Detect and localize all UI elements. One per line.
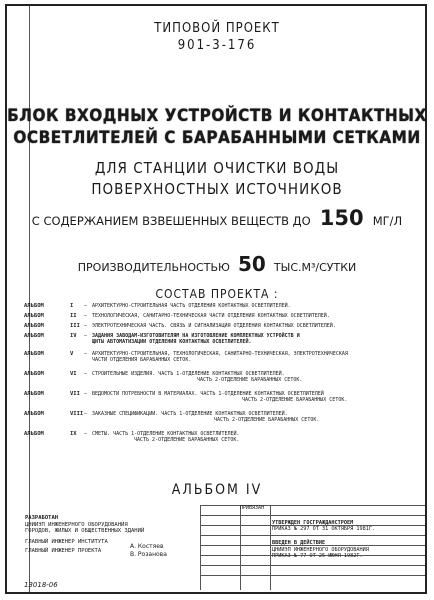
- approval-line-3: ВВЕДЕН В ДЕЙСТВИЕ: [272, 540, 326, 547]
- approval-line-4: ЦНИИЭП ИНЖЕНЕРНОГО ОБОРУДОВАНИЯ: [272, 546, 369, 553]
- album-description: ЧАСТЬ 2-ОТДЕЛЕНИЕ БАРАБАННЫХ СЕТОК.: [134, 437, 240, 444]
- document-code: 13018-06: [24, 581, 58, 589]
- project-type-label: ТИПОВОЙ ПРОЕКТ: [154, 21, 280, 36]
- album-list: [24, 303, 424, 451]
- album-description: АРХИТЕКТУРНО-СТРОИТЕЛЬНАЯ, ТЕХНОЛОГИЧЕСКАЯ, САНИТАРНО-ТЕХНИЧЕСКАЯ, ЭЛЕКТРОТЕХНИЧЕСКАЯ: [92, 351, 348, 357]
- album-item: АЛЬБОМ II – ТЕХНОЛОГИЧЕСКАЯ, САНИТАРНО-ТЕХНИЧЕСКАЯ ЧАСТИ ОТДЕЛЕНИЯ КОНТАКТНЫХ ОСВЕТЛИТЕЛЕЙ.: [24, 313, 424, 323]
- chief-engineer-institute: ГЛАВНЫЙ ИНЖЕНЕР ИНСТИТУТА: [25, 538, 108, 545]
- album-description: ЧАСТЬ 2-ОТДЕЛЕНИЕ БАРАБАННЫХ СЕТОК.: [214, 417, 320, 424]
- album-item: АЛЬБОМ V – АРХИТЕКТУРНО-СТРОИТЕЛЬНАЯ, ТЕХНОЛОГИЧЕСКАЯ, САНИТАРНО-ТЕХНИЧЕСКАЯ, ЭЛЕКТРОТЕХНИЧЕСКАЯ ЧАСТИ ОТДЕЛЕНИЯ БАРАБАННЫХ СЕТОК.: [24, 351, 424, 371]
- album-item: АЛЬБОМ IV – ЗАДАНИЯ ЗАВОДАМ-ИЗГОТОВИТЕЛЯМ НА ИЗГОТОВЛЕНИЕ КОМПЛЕКТНЫХ УСТРОЙСТВ И ЩИТЫ АВТОМАТИЗАЦИИ ОТДЕЛЕНИЯ КОНТАКТНЫХ ОСВЕТЛИТЕЛЕЙ.: [24, 333, 424, 351]
- album-description: ТЕХНОЛОГИЧЕСКАЯ, САНИТАРНО-ТЕХНИЧЕСКАЯ ЧАСТИ ОТДЕЛЕНИЯ КОНТАКТНЫХ ОСВЕТЛИТЕЛЕЙ.: [92, 313, 330, 319]
- album-label: АЛЬБОМ: [24, 323, 44, 329]
- album-description: СТРОИТЕЛЬНЫЕ ИЗДЕЛИЯ. ЧАСТЬ 1-ОТДЕЛЕНИЕ КОНТАКТНЫХ ОСВЕТЛИТЕЛЕЙ.: [92, 371, 285, 377]
- signature-name-1: А. Костяев: [130, 543, 164, 550]
- suspended-solids-unit: МГ/Л: [372, 214, 403, 228]
- capacity-value: 50: [237, 252, 266, 276]
- title-line-3: ДЛЯ СТАНЦИИ ОЧИСТКИ ВОДЫ: [94, 159, 340, 177]
- developer-heading: РАЗРАБОТАН: [25, 515, 59, 521]
- chief-engineer-project: ГЛАВНЫЙ ИНЖЕНЕР ПРОЕКТА: [25, 548, 102, 554]
- album-description: ЗАКАЗНЫЕ СПЕЦИФИКАЦИИ. ЧАСТЬ 1-ОТДЕЛЕНИЕ КОНТАКТНЫХ ОСВЕТЛИТЕЛЕЙ.: [92, 411, 288, 417]
- album-number: III: [70, 323, 80, 329]
- album-description: ВЕДОМОСТИ ПОТРЕБНОСТИ В МАТЕРИАЛАХ. ЧАСТЬ 1-ОТДЕЛЕНИЕ КОНТАКТНЫХ ОСВЕТЛИТЕЛЕЙ: [92, 391, 324, 397]
- signature-name-2: В. Розанова: [130, 551, 167, 558]
- approval-line-5: ПРИКАЗ № 77 ОТ 25 ИЮНЯ 1982Г.: [272, 552, 363, 559]
- album-label: АЛЬБОМ: [24, 431, 44, 437]
- suspended-solids-line: [0, 206, 434, 230]
- album-label: АЛЬБОМ: [24, 313, 44, 319]
- album-label: АЛЬБОМ: [24, 411, 44, 417]
- album-item: АЛЬБОМ I – АРХИТЕКТУРНО-СТРОИТЕЛЬНАЯ ЧАСТЬ ОТДЕЛЕНИЯ КОНТАКТНЫХ ОСВЕТЛИТЕЛЕЙ.: [24, 303, 424, 313]
- album-number: IV: [70, 333, 77, 339]
- album-item: АЛЬБОМ VIII – ЗАКАЗНЫЕ СПЕЦИФИКАЦИИ. ЧАСТЬ 1-ОТДЕЛЕНИЕ КОНТАКТНЫХ ОСВЕТЛИТЕЛЕЙ. ЧАСТЬ 2-ОТДЕЛЕНИЕ БАРАБАННЫХ СЕТОК.: [24, 411, 424, 431]
- album-description: СМЕТЫ. ЧАСТЬ 1-ОТДЕЛЕНИЕ КОНТАКТНЫХ ОСВЕТЛИТЕЛЕЙ.: [92, 431, 240, 437]
- album-label: АЛЬБОМ: [24, 391, 44, 397]
- capacity-prefix: ПРОИЗВОДИТЕЛЬНОСТЬЮ: [77, 261, 230, 274]
- approval-block: [272, 520, 375, 559]
- album-item: АЛЬБОМ III – ЭЛЕКТРОТЕХНИЧЕСКАЯ ЧАСТЬ. СВЯЗЬ И СИГНАЛИЗАЦИЯ ОТДЕЛЕНИЯ КОНТАКТНЫХ ОСВЕТЛИТЕЛЕЙ.: [24, 323, 424, 333]
- title-line-2: ОСВЕТЛИТЕЛЕЙ С БАРАБАННЫМИ СЕТКАМИ: [13, 128, 421, 148]
- album-item: АЛЬБОМ VII – ВЕДОМОСТИ ПОТРЕБНОСТИ В МАТЕРИАЛАХ. ЧАСТЬ 1-ОТДЕЛЕНИЕ КОНТАКТНЫХ ОСВЕТЛИТЕЛЕЙ ЧАСТЬ 2-ОТДЕЛЕНИЕ БАРАБАННЫХ СЕТОК.: [24, 391, 424, 411]
- inventory-label: ПРИВЯЗАН: [240, 505, 265, 511]
- album-label: АЛЬБОМ: [24, 371, 44, 377]
- album-label: АЛЬБОМ: [24, 303, 44, 309]
- album-number: II: [70, 313, 77, 319]
- album-description: ЧАСТИ ОТДЕЛЕНИЯ БАРАБАННЫХ СЕТОК.: [92, 357, 192, 364]
- album-number: I: [70, 303, 74, 309]
- album-number: VII: [70, 391, 80, 397]
- composition-title: СОСТАВ ПРОЕКТА :: [155, 287, 279, 301]
- album-label: АЛЬБОМ: [24, 351, 44, 357]
- album-number: IX: [70, 431, 77, 437]
- album-item: АЛЬБОМ IX – СМЕТЫ. ЧАСТЬ 1-ОТДЕЛЕНИЕ КОНТАКТНЫХ ОСВЕТЛИТЕЛЕЙ. ЧАСТЬ 2-ОТДЕЛЕНИЕ БАРАБАННЫХ СЕТОК.: [24, 431, 424, 451]
- album-number: VIII: [70, 411, 84, 417]
- signatures: [130, 543, 167, 559]
- album-description: ЧАСТЬ 2-ОТДЕЛЕНИЕ БАРАБАННЫХ СЕТОК.: [197, 377, 303, 384]
- capacity-unit: ТЫС.М³/СУТКИ: [273, 261, 357, 274]
- album-description: ЭЛЕКТРОТЕХНИЧЕСКАЯ ЧАСТЬ. СВЯЗЬ И СИГНАЛИЗАЦИЯ ОТДЕЛЕНИЯ КОНТАКТНЫХ ОСВЕТЛИТЕЛЕЙ.: [92, 323, 336, 329]
- current-album-label: АЛЬБОМ IV: [171, 482, 263, 498]
- developer-org-line-1: ЦНИИЭП ИНЖЕНЕРНОГО ОБОРУДОВАНИЯ: [25, 521, 128, 528]
- album-description: ЗАДАНИЯ ЗАВОДАМ-ИЗГОТОВИТЕЛЯМ НА ИЗГОТОВЛЕНИЕ КОМПЛЕКТНЫХ УСТРОЙСТВ И: [92, 333, 300, 339]
- title-line-4: ПОВЕРХНОСТНЫХ ИСТОЧНИКОВ: [91, 180, 343, 198]
- title-line-1: БЛОК ВХОДНЫХ УСТРОЙСТВ И КОНТАКТНЫХ: [7, 106, 427, 126]
- developer-block: [25, 515, 205, 555]
- developer-org-line-2: ГОРОДОВ, ЖИЛЫХ И ОБЩЕСТВЕННЫХ ЗДАНИЙ: [25, 528, 145, 534]
- album-number: VI: [70, 371, 77, 377]
- project-number: 901-3-176: [177, 38, 257, 53]
- album-description: ЩИТЫ АВТОМАТИЗАЦИИ ОТДЕЛЕНИЯ КОНТАКТНЫХ ОСВЕТЛИТЕЛЕЙ.: [92, 339, 252, 346]
- album-label: АЛЬБОМ: [24, 333, 44, 339]
- album-description: ЧАСТЬ 2-ОТДЕЛЕНИЕ БАРАБАННЫХ СЕТОК.: [242, 397, 348, 404]
- approval-line-2: ПРИКАЗ № 297 ОТ 31 ОКТЯБРЯ 1981Г.: [272, 526, 376, 533]
- suspended-solids-prefix: С СОДЕРЖАНИЕМ ВЗВЕШЕННЫХ ВЕЩЕСТВ ДО: [31, 214, 311, 228]
- suspended-solids-value: 150: [319, 206, 364, 230]
- approval-line-1: УТВЕРЖДЕН ГОСГРАЖДАНСТРОЕМ: [272, 520, 354, 526]
- album-number: V: [70, 351, 74, 357]
- album-item: АЛЬБОМ VI – СТРОИТЕЛЬНЫЕ ИЗДЕЛИЯ. ЧАСТЬ 1-ОТДЕЛЕНИЕ КОНТАКТНЫХ ОСВЕТЛИТЕЛЕЙ. ЧАСТЬ 2-ОТДЕЛЕНИЕ БАРАБАННЫХ СЕТОК.: [24, 371, 424, 391]
- album-description: АРХИТЕКТУРНО-СТРОИТЕЛЬНАЯ ЧАСТЬ ОТДЕЛЕНИЯ КОНТАКТНЫХ ОСВЕТЛИТЕЛЕЙ.: [92, 303, 291, 309]
- capacity-line: [0, 252, 434, 276]
